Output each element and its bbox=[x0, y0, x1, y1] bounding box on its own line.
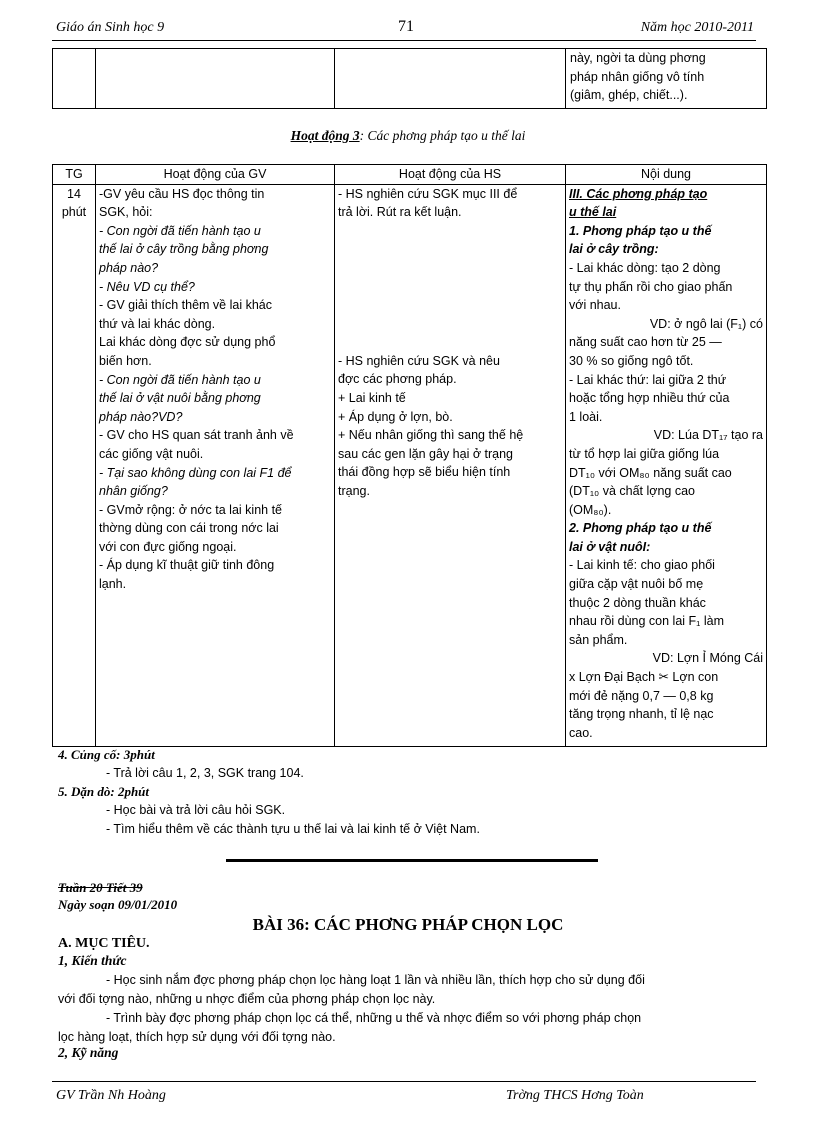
prepare-date: Ngày soạn 09/01/2010 bbox=[58, 897, 178, 912]
continuation-table bbox=[52, 48, 767, 109]
cell-line: - GVmở rộng: ở nớc ta lai kinh tế bbox=[99, 502, 282, 517]
cell-line: - Tại sao không dùng con lai F1 để bbox=[99, 465, 292, 480]
footer-teacher: GV Trần Nh Hoàng bbox=[56, 1088, 166, 1103]
cell-line: -GV yêu cầu HS đọc thông tin bbox=[99, 186, 265, 201]
cell-line: u thế lai bbox=[569, 205, 617, 220]
cell-line: III. Các phơng pháp tạo bbox=[569, 186, 708, 201]
footer-rule bbox=[52, 1081, 756, 1082]
cell-line: + Áp dụng ở lợn, bò. bbox=[338, 409, 453, 424]
cell-line: lai ở cây trồng: bbox=[569, 242, 659, 257]
cell-line: pháp nào?VD? bbox=[99, 409, 183, 424]
cell-line: với nhau. bbox=[569, 298, 621, 313]
knowledge-paragraph-2: - Trình bày đợc phơng pháp chọn lọc cá thể, những u thế và nhợc điểm so với phơng pháp chọn lọc hàng loạt, thích hợp sử dụng với đối tợng nào. bbox=[58, 1011, 642, 1044]
consolidation-heading: 4. Củng cố: 3phút bbox=[58, 747, 155, 762]
cell-line: đợc các phơng pháp. bbox=[338, 372, 457, 387]
cell-line: SGK, hỏi: bbox=[99, 205, 153, 220]
table-header-row bbox=[53, 165, 767, 185]
footer-school: Trờng THCS Hơng Toàn bbox=[506, 1088, 644, 1103]
cell-line: - GV giải thích thêm về lai khác bbox=[99, 298, 272, 313]
cell-line: - Con ngời đã tiến hành tạo u bbox=[99, 372, 261, 387]
cell-line: 2. Phơng pháp tạo u thế bbox=[569, 521, 712, 536]
cell-line: 30 % so giống ngô tốt. bbox=[569, 353, 694, 368]
week-lesson-info: Tuần 20 Tiết 39 bbox=[58, 880, 143, 895]
cell-line: giữa cặp vật nuôi bố mẹ bbox=[569, 577, 704, 592]
cell-line: sau các gen lặn gây hại ở trạng bbox=[338, 446, 513, 461]
header-subject: Giáo án Sinh học 9 bbox=[56, 20, 165, 35]
cell-line: thế lai ở vật nuôi bằng phơng bbox=[99, 391, 261, 406]
cell-line: sản phẩm. bbox=[569, 632, 628, 647]
cell-line: nhau rồi dùng con lai F₁ làm bbox=[569, 614, 724, 629]
lesson-title: BÀI 36: CÁC PHƠNG PHÁP CHỌN LỌC bbox=[252, 915, 564, 934]
continuation-cell-hs bbox=[335, 49, 566, 109]
column-header-content: Nội dung bbox=[566, 165, 767, 185]
cell-line: pháp nào? bbox=[99, 260, 159, 275]
cell-line: - Lai kinh tế: cho giao phối bbox=[569, 558, 715, 573]
cell-line: - Con ngời đã tiến hành tạo u bbox=[99, 223, 261, 238]
cell-line: thờng dùng con cái trong nớc lai bbox=[99, 521, 279, 536]
cell-content bbox=[566, 184, 767, 746]
cell-student-activity bbox=[335, 184, 566, 746]
cell-line: - Nêu VD cụ thể? bbox=[99, 279, 195, 294]
cell-line: thái đồng hợp sẽ biểu hiện tính bbox=[338, 465, 511, 480]
cell-line: lai ở vật nuôI: bbox=[569, 539, 651, 554]
knowledge-paragraph-1: - Học sinh nắm đợc phơng pháp chọn lọc hàng loạt 1 lần và nhiều lần, thích hợp cho sử dụng đối với đối tợng nào, những u nhợc điểm của phơng pháp chọn lọc này. bbox=[58, 973, 645, 1006]
cell-line: tăng trọng nhanh, tỉ lệ nạc bbox=[569, 707, 714, 722]
homework-item: - Học bài và trả lời câu hỏi SGK. bbox=[106, 803, 286, 817]
cell-line: trạng. bbox=[338, 483, 370, 498]
cell-line: - Lai khác dòng: tạo 2 dòng bbox=[569, 260, 721, 275]
cell-line: biến hơn. bbox=[99, 353, 152, 368]
header-school-year: Năm học 2010-2011 bbox=[640, 20, 754, 35]
continuation-cell-gv bbox=[96, 49, 335, 109]
cell-line: (DT₁₀ và chất lợng cao bbox=[569, 484, 695, 499]
cell-line: mới đẻ nặng 0,7 — 0,8 kg bbox=[569, 688, 714, 703]
cell-line: - HS nghiên cứu SGK mục III để bbox=[338, 186, 518, 201]
cell-line: các giống vật nuôi. bbox=[99, 446, 204, 461]
activity-heading: Hoạt động 3: Các phơng pháp tạo u thế lai bbox=[290, 128, 526, 143]
header-rule bbox=[52, 40, 756, 41]
knowledge-subheading: 1, Kiến thức bbox=[58, 953, 127, 968]
cell-line: hoặc tổng hợp nhiều thứ của bbox=[569, 391, 730, 406]
cell-line: VD: ở ngô lai (F₁) có bbox=[649, 316, 763, 331]
cell-line: với con đực giống ngoại. bbox=[99, 539, 237, 554]
page-number: 71 bbox=[398, 18, 414, 35]
cell-line: - Áp dụng kĩ thuật giữ tinh đông bbox=[99, 558, 275, 573]
cell-line: lạnh. bbox=[99, 577, 127, 592]
cell-line: + Nếu nhân giống thì sang thế hệ bbox=[338, 428, 524, 443]
column-header-tg: TG bbox=[53, 165, 96, 185]
cell-line: 1. Phơng pháp tạo u thế bbox=[569, 223, 712, 238]
cell-line: 1 loài. bbox=[569, 409, 603, 424]
cell-line: tự thụ phấn rồi cho giao phấn bbox=[569, 279, 733, 294]
column-header-hs: Hoạt động của HS bbox=[335, 165, 566, 185]
cell-line: - GV cho HS quan sát tranh ảnh về bbox=[99, 428, 294, 443]
cell-line: thứ và lai khác dòng. bbox=[99, 316, 216, 331]
cell-line: thuộc 2 dòng thuần khác bbox=[569, 595, 706, 610]
column-header-gv: Hoạt động của GV bbox=[96, 165, 335, 185]
cell-line: Lai khác dòng đợc sử dụng phổ bbox=[99, 335, 276, 350]
cell-line: từ tổ hợp lai giữa giống lúa bbox=[569, 446, 720, 461]
cell-line: - Lai khác thứ: lai giữa 2 thứ bbox=[569, 372, 727, 387]
consolidation-item: - Trả lời câu 1, 2, 3, SGK trang 104. bbox=[106, 766, 304, 780]
cell-teacher-activity bbox=[96, 184, 335, 746]
cell-line: + Lai kinh tế bbox=[338, 390, 406, 405]
cell-line: trả lời. Rút ra kết luận. bbox=[338, 205, 462, 220]
cell-time: 14 phút bbox=[53, 184, 96, 746]
continuation-cell-content: này, ngời ta dùng phơng pháp nhân giống vô tính (giâm, ghép, chiết...). bbox=[566, 49, 767, 109]
activity-table bbox=[52, 164, 767, 747]
homework-heading: 5. Dặn dò: 2phút bbox=[58, 784, 150, 799]
objectives-heading: A. MỤC TIÊU. bbox=[58, 936, 150, 951]
cell-line: (OM₈₀). bbox=[569, 502, 612, 517]
cell-line: - HS nghiên cứu SGK và nêu bbox=[338, 353, 500, 368]
cell-line: thế lai ở cây trồng bằng phơng bbox=[99, 242, 269, 257]
cell-line: VD: Lợn Ỉ Móng Cái bbox=[652, 651, 763, 666]
homework-item: - Tìm hiểu thêm về các thành tựu u thế lai và lai kinh tế ở Việt Nam. bbox=[106, 822, 480, 836]
section-divider bbox=[226, 859, 598, 862]
cell-line: x Lợn Đại Bạch ✂ Lợn con bbox=[569, 670, 719, 685]
cell-line: VD: Lúa DT₁₇ tạo ra bbox=[653, 428, 763, 443]
cell-line: cao. bbox=[569, 725, 593, 740]
table-row bbox=[53, 184, 767, 746]
continuation-cell-tg bbox=[53, 49, 96, 109]
cell-line: nhân giống? bbox=[99, 484, 168, 499]
skills-subheading: 2, Kỹ năng bbox=[58, 1045, 119, 1060]
cell-line: DT₁₀ với OM₈₀ năng suất cao bbox=[569, 465, 732, 480]
cell-line: năng suất cao hơn từ 25 — bbox=[569, 335, 722, 350]
